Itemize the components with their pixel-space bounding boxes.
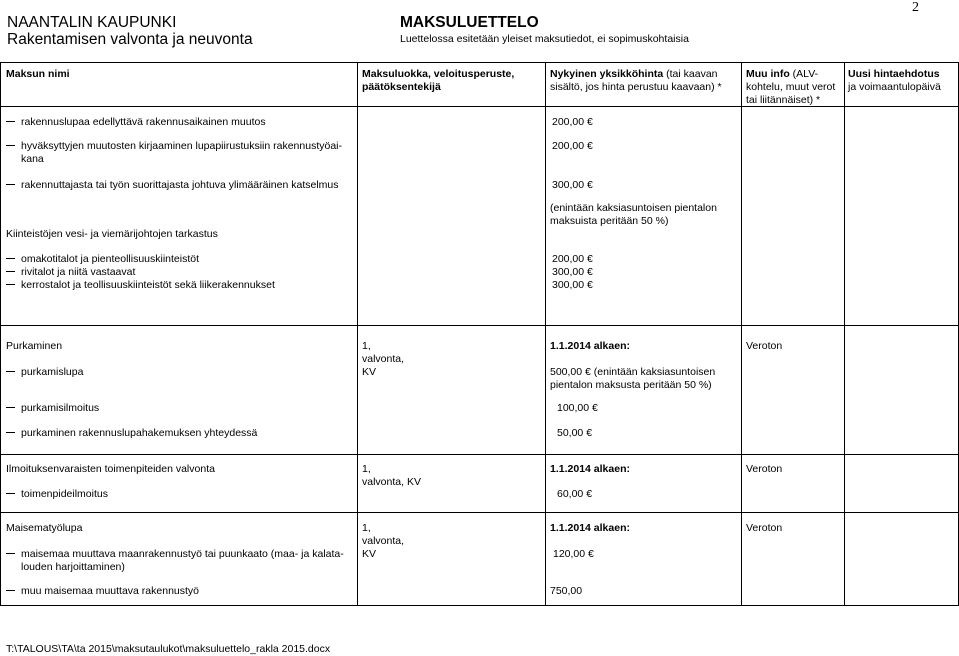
col-header-info-bold: Muu info [746,68,790,80]
price-value: 50,00 € [557,427,593,439]
price-value: 60,00 € [557,488,593,500]
column-divider [741,62,742,605]
effective-date: 1.1.2014 alkaen: [550,522,630,534]
section-title: Kiinteistöjen vesi- ja viemärijohtojen tarkastus [6,228,218,240]
section-title: Purkaminen [6,340,63,352]
col-header-name: Maksun nimi [6,68,70,80]
list-item: rivitalot ja niitä vastaavat [6,266,135,278]
page-number: 2 [912,0,919,15]
category-value: valvonta, [362,535,405,547]
effective-date: 1.1.2014 alkaen: [550,463,630,475]
column-divider [545,62,546,605]
price-value: 200,00 € [552,140,593,152]
document-title: MAKSULUETTELO [400,14,539,31]
price-note: pientalon maksusta peritään 50 %) [550,379,712,391]
section-divider [0,454,959,455]
price-value: 300,00 € [552,179,593,191]
category-value: KV [362,366,377,378]
table-bottom-border [0,605,959,606]
price-note-l2: maksuista peritään 50 %) [550,215,669,227]
column-divider [0,62,1,605]
department-name: Rakentamisen valvonta ja neuvonta [7,31,253,48]
price-value: 300,00 € [552,266,593,278]
price-value: 120,00 € [553,548,594,560]
list-item: rakennuslupaa edellyttävä rakennusaikainen muutos [6,116,266,128]
col-header-info-l3: tai liitännäiset) * [746,94,821,106]
list-item: purkaminen rakennuslupahakemuksen yhteydessä [6,427,257,439]
tax-info: Veroton [746,340,783,352]
list-item: purkamisilmoitus [6,402,99,414]
category-value: 1, [362,340,371,352]
price-value: 300,00 € [552,279,593,291]
table-top-border [0,62,959,63]
col-header-new-price: Uusi hintaehdotus [848,68,940,80]
list-item: hyväksyttyjen muutosten kirjaaminen lupapiirustuksiin rakennustyöai- [6,140,342,152]
section-title: Ilmoituksenvaraisten toimenpiteiden valvonta [6,463,215,475]
col-header-category: Maksuluokka, veloitusperuste, [362,68,515,80]
price-value: 750,00 [550,585,583,597]
col-header-new-date: ja voimaantulopäivä [848,81,941,93]
col-header-price-l2: sisältö, jos hinta perustuu kaavaan) * [550,81,722,93]
list-item: omakotitalot ja pienteollisuuskiinteistöt [6,253,199,265]
document-subtitle: Luettelossa esitetään yleiset maksutiedot, ei sopimuskohtaisia [400,33,689,45]
effective-date: 1.1.2014 alkaen: [550,340,630,352]
col-header-info [746,68,818,80]
category-value: valvonta, KV [362,476,421,488]
col-header-price-rest: (tai kaavan [663,68,718,80]
list-item-cont: louden harjoittaminen) [21,561,125,573]
col-header-price [550,68,718,80]
price-value: 200,00 € [552,116,593,128]
section-title: Maisematyölupa [6,522,83,534]
column-divider [844,62,845,605]
price-value: 100,00 € [557,402,598,414]
category-value: valvonta, [362,353,405,365]
price-value: 200,00 € [552,253,593,265]
price-note: (enintään kaksiasuntoisen pientalon [550,202,717,214]
column-divider [357,62,358,605]
col-header-info-rest: (ALV- [789,68,819,80]
category-value: KV [362,548,377,560]
list-item: purkamislupa [6,366,83,378]
price-value: 500,00 € (enintään kaksiasuntoisen [550,366,716,378]
city-name: NAANTALIN KAUPUNKI [7,14,177,31]
list-item: rakennuttajasta tai työn suorittajasta johtuva ylimääräinen katselmus [6,179,339,191]
tax-info: Veroton [746,463,783,475]
category-value: 1, [362,463,371,475]
category-value: 1, [362,522,371,534]
list-item: toimenpideilmoitus [6,488,108,500]
header-bottom-border [0,106,959,107]
col-header-price-bold: Nykyinen yksikköhinta [550,68,664,80]
tax-info: Veroton [746,522,783,534]
col-header-info-l2: kohtelu, muut verot [746,81,836,93]
footer-file-path: T:\TALOUS\TA\ta 2015\maksutaulukot\maksuluettelo_rakla 2015.docx [6,643,331,655]
col-header-category-l2: päätöksentekijä [362,81,441,93]
section-divider [0,325,959,326]
list-item: maisemaa muuttava maanrakennustyö tai puunkaato (maa- ja kalata- [6,548,344,560]
list-item: muu maisemaa muuttava rakennustyö [6,585,199,597]
section-divider [0,512,959,513]
list-item-cont: kana [21,153,44,165]
list-item: kerrostalot ja teollisuuskiinteistöt sekä liikerakennukset [6,279,275,291]
